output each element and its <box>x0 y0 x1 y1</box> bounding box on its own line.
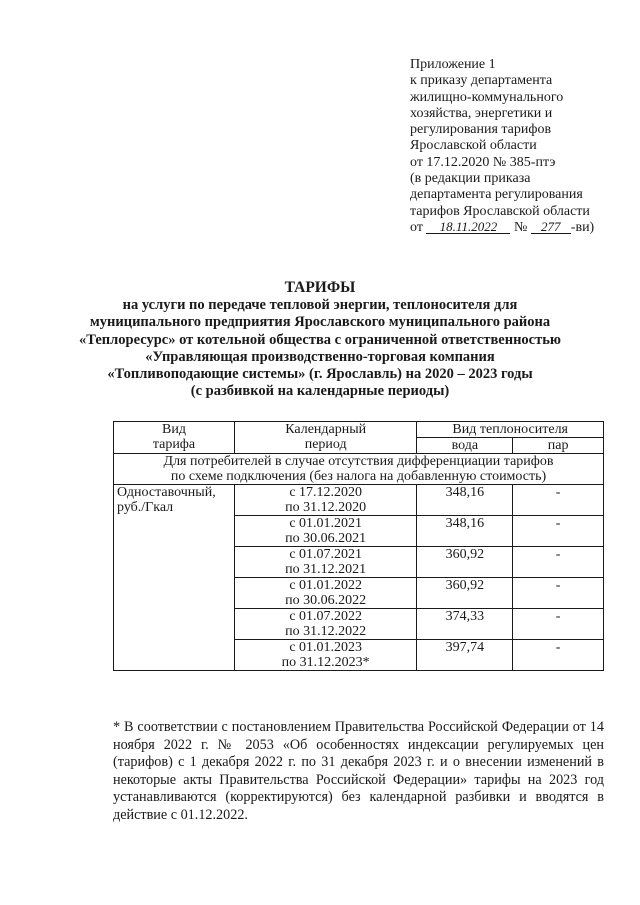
tariff-table <box>113 421 604 671</box>
appendix-line: к приказу департамента <box>410 73 553 89</box>
header-steam: пар <box>513 438 604 454</box>
number-sign: № <box>513 219 528 235</box>
appendix-line: регулирования тарифов <box>410 122 552 138</box>
appendix-line: от 17.12.2020 № 385-птэ <box>410 154 556 170</box>
title-line: «Теплоресурс» от котельной общества с ограниченной ответственностью <box>79 331 561 348</box>
appendix-line: Приложение 1 <box>410 57 496 72</box>
period-cell: с 17.12.2020 по 31.12.2020 <box>234 485 417 516</box>
appendix-line: хозяйства, энергетики и <box>410 105 553 121</box>
title-line: «Топливоподающие системы» (г. Ярославль) на 2020 – 2023 годы <box>107 366 533 383</box>
appendix-line: тарифов Ярославской области <box>410 203 590 219</box>
period-cell: с 01.07.2021 по 31.12.2021 <box>234 547 417 578</box>
steam-value: - <box>513 578 604 609</box>
header-coolant-type: Вид теплоносителя <box>417 422 604 438</box>
water-value: 374,33 <box>417 609 513 640</box>
water-value: 360,92 <box>417 547 513 578</box>
section-caption: Для потребителей в случае отсутствия дифференциации тарифов по схеме подключения (без налога на добавленную стоимость) <box>114 454 604 485</box>
appendix-line: (в редакции приказа <box>410 171 531 187</box>
header-tariff-type: Вид тарифа <box>114 422 235 454</box>
appendix-block <box>410 57 594 236</box>
tariff-type-cell: Одноставочный, руб./Гкал <box>114 485 235 671</box>
steam-value: - <box>513 547 604 578</box>
steam-value: - <box>513 516 604 547</box>
steam-value: - <box>513 640 604 671</box>
title-main: ТАРИФЫ <box>284 279 356 296</box>
period-cell: с 01.01.2023 по 31.12.2023* <box>234 640 417 671</box>
table-header-row <box>114 422 604 438</box>
handwritten-date: 18.11.2022 <box>426 220 510 234</box>
period-cell: с 01.07.2022 по 31.12.2022 <box>234 609 417 640</box>
appendix-last-line <box>410 220 594 236</box>
period-cell: с 01.01.2021 по 30.06.2021 <box>234 516 417 547</box>
table-row <box>114 485 604 516</box>
title-line: на услуги по передаче тепловой энергии, теплоносителя для <box>122 297 518 314</box>
water-value: 360,92 <box>417 578 513 609</box>
header-calendar-period: Календарный период <box>234 422 417 454</box>
appendix-prefix: от <box>410 219 423 235</box>
appendix-line: Ярославской области <box>410 138 537 154</box>
title-line: (с разбивкой на календарные периоды) <box>190 383 450 400</box>
appendix-line: жилищно-коммунального <box>410 89 564 105</box>
water-value: 397,74 <box>417 640 513 671</box>
appendix-suffix: -ви) <box>570 219 595 235</box>
title-line: «Управляющая производственно-торговая компания <box>145 348 495 365</box>
table-section-row <box>114 454 604 485</box>
footnote: * В соответствии с постановлением Правительства Российской Федерации от 14 ноября 2022 г. № 2053 «Об особенностях индексации регулируемых цен (тарифов) с 1 декабря 2022 г. по 31 декабря 2023 г. и о внесении изменений в некоторые акты Правительства Российской Федерации» тарифы на 2023 год устанавливаются (корректируются) без календарной разбивки и вводятся в действие с 01.12.2022. <box>113 719 604 823</box>
water-value: 348,16 <box>417 485 513 516</box>
handwritten-number: 277 <box>531 220 571 234</box>
steam-value: - <box>513 485 604 516</box>
title-line: муниципального предприятия Ярославского муниципального района <box>89 314 551 331</box>
period-cell: с 01.01.2022 по 30.06.2022 <box>234 578 417 609</box>
header-water: вода <box>417 438 513 454</box>
water-value: 348,16 <box>417 516 513 547</box>
document-title <box>0 279 640 400</box>
appendix-line: департамента регулирования <box>410 187 583 203</box>
steam-value: - <box>513 609 604 640</box>
